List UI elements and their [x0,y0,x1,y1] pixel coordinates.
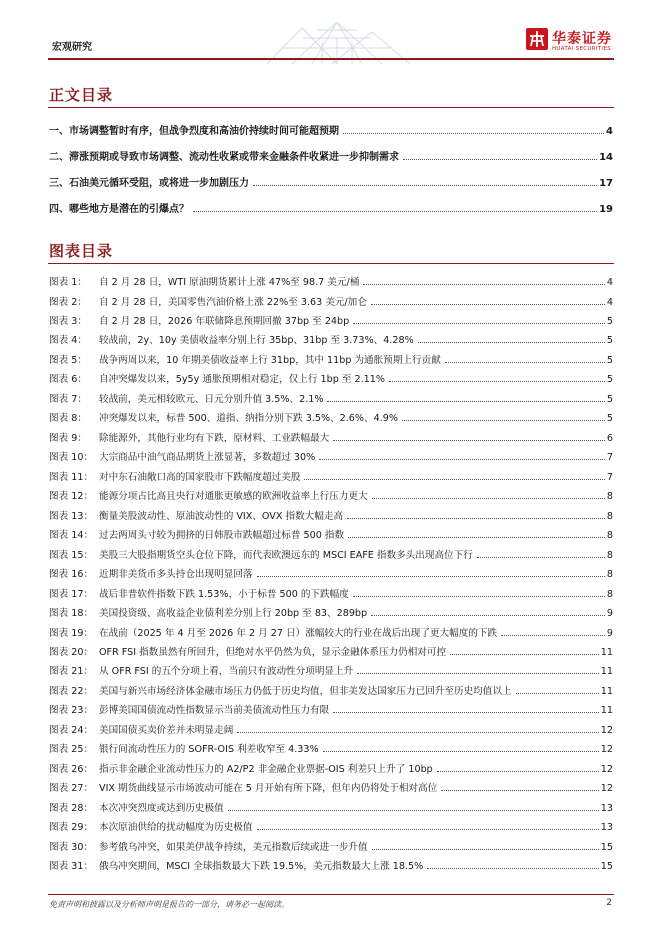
figure-entry-text: 除能源外，其他行业均有下跌，原材料、工业跌幅最大 [99,432,330,444]
toc-entry-page: 14 [599,152,613,163]
figure-entry[interactable] [49,468,613,483]
leader-dots [253,184,597,186]
figure-entry-page: 11 [600,685,613,697]
toc-entry-text: 一、市场调整暂时有序，但战争烈度和高油价持续时间可能超预期 [49,126,339,137]
figure-entry-page: 13 [600,802,613,814]
figure-entry-number: 图表 18： [49,608,94,619]
toc-entry-text: 四、哪些地方是潜在的引爆点？ [49,204,189,215]
figure-entry-number: 图表 11： [49,471,94,483]
leader-dots [501,634,605,636]
figure-entry-page: 7 [606,471,613,483]
figure-entry-number: 图表 25： [49,744,94,756]
figure-entry[interactable] [49,624,613,639]
toc-entry-text: 三、石油美元循环受阻，或将进一步加剧压力 [49,178,249,189]
figure-entry-text: 较战前，2y、10y 美债收益率分别上行 35bp、31bp 至 3.73%、4.28% [99,335,414,347]
figure-entry[interactable] [49,429,613,444]
leader-dots [371,614,605,616]
figure-entry-number: 图表 4： [49,335,87,347]
figure-entry-page: 5 [606,374,613,386]
figure-entry-number: 图表 8： [49,413,87,425]
leader-dots [228,809,599,811]
figure-entry-number: 图表 12： [49,491,94,503]
figure-entry-text: 美国国债买卖价差并未明显走阔 [99,724,234,736]
leader-dots [353,595,605,597]
figure-entry-number: 图表 27： [49,783,94,795]
huatai-logo-icon [526,28,548,50]
leader-dots [445,361,605,363]
figure-entry[interactable] [49,526,613,541]
figure-entry[interactable] [49,682,613,697]
figure-entry-number: 图表 29： [49,822,94,834]
figure-entry-number: 图表 14： [49,530,94,542]
leader-dots [319,458,605,460]
figure-entry-number: 图表 28： [49,802,94,814]
leader-dots [193,210,597,212]
figure-entry-text: 银行间流动性压力的 SOFR-OIS 利差收窄至 4.33% [99,744,319,756]
figure-entry[interactable] [49,370,613,385]
figure-entry-number: 图表 13： [49,510,94,522]
toc-entry[interactable] [49,147,613,163]
leader-dots [357,672,599,674]
figure-entry-page: 7 [606,452,613,464]
figure-entry-number: 图表 31： [49,861,94,873]
figure-entry-page: 11 [600,666,613,678]
figure-entry-text: 对中东石油敞口高的国家股市下跌幅度超过美股 [99,471,301,483]
figure-entry-page: 8 [606,530,613,542]
figure-entry-text: 自 2 月 28 日，WTI 原油期货累计上涨 47%至 98.7 美元/桶 [99,277,360,288]
figure-entry[interactable] [49,448,613,463]
leader-dots [402,419,605,421]
figure-entry-number: 图表 2： [49,296,87,308]
figure-entry-number: 图表 10： [49,452,94,464]
leader-dots [363,283,605,285]
leader-dots [403,158,597,160]
figure-entry-number: 图表 6： [49,374,87,386]
figure-entry[interactable] [49,721,613,736]
figure-entry[interactable] [49,487,613,502]
figure-entry[interactable] [49,838,613,853]
figure-entry[interactable] [49,760,613,775]
toc-title-divider [48,107,614,108]
figure-entry-page: 9 [606,627,613,639]
toc-entry-page: 19 [599,204,613,215]
leader-dots [333,439,605,441]
huatai-logo [526,28,622,56]
figure-entry-text: 自冲突爆发以来，5y5y 通胀预期相对稳定，仅上行 1bp 至 2.11% [99,374,385,386]
figure-entry[interactable] [49,409,613,424]
figure-entry-page: 8 [606,510,613,522]
figure-entry-text: 战争两周以来，10 年期美债收益率上行 31bp，其中 11bp 为通胀预期上行贡献 [99,354,441,366]
figure-entry-text: 美国与新兴市场经济体金融市场压力仍低于历史均值，但非美发达国家压力已回升至历史均值以上 [99,685,512,697]
figure-entry-number: 图表 3： [49,315,87,327]
figure-entry-page: 5 [606,335,613,347]
figure-entry[interactable] [49,273,613,288]
figure-entry[interactable] [49,585,613,600]
figure-entry-page: 11 [600,646,613,658]
toc-entry[interactable] [49,121,613,137]
figure-entry-text: 美国投资级、高收益企业债利差分别上行 20bp 至 83、289bp [99,608,368,619]
toc-entry[interactable] [49,173,613,189]
brand-name-cn: 华泰证券 [552,31,612,47]
figure-entry-page: 5 [606,413,613,425]
figure-entry[interactable] [49,331,613,346]
figure-entry-text: 冲突爆发以来，标普 500、道指、纳指分别下跌 3.5%、2.6%、4.9% [99,413,398,425]
leader-dots [372,497,605,499]
figure-entry-page: 9 [606,608,613,619]
leader-dots [343,132,604,134]
leader-dots [327,400,604,402]
figure-entry[interactable] [49,799,613,814]
figure-entry-number: 图表 16： [49,569,94,580]
figure-entry-text: 能源分项占比高且央行对通胀更敏感的欧洲收益率上行压力更大 [99,491,368,503]
figure-entry-page: 11 [600,705,613,717]
figure-entry-page: 5 [606,315,613,327]
figure-entry-page: 8 [606,569,613,580]
figure-entry-number: 图表 19： [49,627,94,639]
page-number: 2 [606,898,612,908]
leader-dots [516,692,599,694]
leader-dots [257,828,599,830]
leader-dots [347,517,605,519]
leader-dots [371,303,605,305]
figure-entry-number: 图表 22： [49,685,94,697]
figure-entry[interactable] [49,546,613,561]
figure-entry-page: 8 [606,491,613,503]
toc-entry-text: 二、滞涨预期或导致市场调整、流动性收紧或带来金融条件收紧进一步抑制需求 [49,152,399,163]
header-divider [48,58,614,60]
report-category: 宏观研究 [52,42,92,53]
figure-entry[interactable] [49,565,613,580]
figure-entry[interactable] [49,740,613,755]
figure-entry-page: 6 [606,432,613,444]
leader-dots [372,848,599,850]
leader-dots [450,653,599,655]
figure-entry-number: 图表 7： [49,393,87,405]
figure-entry-text: 较战前，美元相较欧元、日元分别升值 3.5%、2.1% [99,393,324,405]
toc-entry-page: 4 [606,126,613,137]
figure-entry[interactable] [49,390,613,405]
figure-entry-text: 俄乌冲突期间，MSCI 全球指数最大下跌 19.5%，美元指数最大上涨 18.5% [99,861,424,873]
figure-entry-number: 图表 5： [49,354,87,366]
leader-dots [353,322,605,324]
leader-dots [257,575,605,577]
leader-dots [333,711,599,713]
leader-dots [348,536,605,538]
figure-entry-text: 衡量美股波动性、原油波动性的 VIX、OVX 指数大幅走高 [99,510,344,522]
figure-entry-page: 12 [600,724,613,736]
figure-list-title-divider [48,263,614,264]
figure-entry-page: 12 [600,783,613,795]
figure-entry-page: 4 [606,277,613,288]
figure-entry-number: 图表 1： [49,277,87,288]
figure-entry-number: 图表 15： [49,549,94,561]
leader-dots [418,341,605,343]
leader-dots [323,750,599,752]
leader-dots [477,556,605,558]
figure-entry-text: 彭博美国国债流动性指数显示当前美债流动性压力有限 [99,705,330,717]
footer-disclaimer: 免责声明和披露以及分析师声明是报告的一部分，请务必一起阅读。 [49,900,289,909]
figure-entry[interactable] [49,779,613,794]
figure-entry-text: 从 OFR FSI 的五个分项上看，当前只有波动性分项明显上升 [99,666,354,678]
figure-entry[interactable] [49,857,613,872]
toc-title: 正文目录 [49,86,114,104]
figure-entry[interactable] [49,818,613,833]
leader-dots [237,731,598,733]
figure-entry-number: 图表 17： [49,588,94,600]
figure-entry-text: 战后非普软件指数下跌 1.53%，小于标普 500 的下跌幅度 [99,588,349,600]
figure-entry[interactable] [49,662,613,677]
figure-entry-text: 过去两周头寸较为拥挤的日韩股市跌幅超过标普 500 指数 [99,530,345,542]
figure-entry-number: 图表 20： [49,646,94,658]
leader-dots [304,478,604,480]
figure-entry-page: 4 [606,296,613,308]
leader-dots [441,789,599,791]
figure-entry-number: 图表 26： [49,763,94,775]
figure-entry-number: 图表 9： [49,432,87,444]
figure-entry[interactable] [49,507,613,522]
figure-entry-page: 15 [600,861,613,873]
figure-entry-page: 12 [600,744,613,756]
figure-entry-number: 图表 23： [49,705,94,717]
leader-dots [427,867,599,869]
figure-entry-page: 8 [606,588,613,600]
toc-entry-page: 17 [599,178,613,189]
figure-entry-page: 12 [600,763,613,775]
figure-entry-text: 大宗商品中油气商品期货上涨显著，多数超过 30% [99,452,316,464]
figure-entry-text: OFR FSI 指数虽然有所回升，但绝对水平仍然为负，显示金融体系压力仍相对可控 [99,646,447,658]
brand-name-en: HUATAI SECURITIES [552,46,611,52]
figure-list-title: 图表目录 [49,242,114,260]
figure-entry[interactable] [49,312,613,327]
leader-dots [389,380,605,382]
figure-entry-page: 5 [606,354,613,366]
figure-entry[interactable] [49,643,613,658]
leader-dots [437,770,599,772]
figure-entry-text: 在战前（2025 年 4 月至 2026 年 2 月 27 日）涨幅较大的行业在战后出现了更大幅度的下跌 [99,627,498,639]
figure-entry[interactable] [49,293,613,308]
figure-entry-page: 13 [600,822,613,834]
figure-entry[interactable] [49,604,613,619]
figure-entry-text: 本次冲突烈度或达到历史极值 [99,802,224,814]
figure-entry-number: 图表 21： [49,666,94,678]
figure-entry-text: 自 2 月 28 日，美国零售汽油价格上涨 22%至 3.63 美元/加仑 [99,296,367,308]
figure-entry-text: 近期非美货币多头持仓出现明显回落 [99,569,253,580]
figure-entry-page: 15 [600,841,613,853]
figure-entry-text: VIX 期货曲线显示市场波动可能在 5 月开始有所下降，但年内仍将处于相对高位 [99,783,438,795]
figure-entry[interactable] [49,351,613,366]
figure-entry-text: 美股三大股指期货空头仓位下降，而代表欧澳远东的 MSCI EAFE 指数多头出现高位下行 [99,549,473,561]
figure-entry-number: 图表 24： [49,724,94,736]
figure-entry-page: 8 [606,549,613,561]
figure-entry-text: 指示非金融企业流动性压力的 A2/P2 非金融企业票据-OIS 利差只上升了 10bp [99,763,433,775]
figure-entry-text: 自 2 月 28 日，2026 年联储降息预期回撤 37bp 至 24bp [99,315,350,327]
figure-entry-number: 图表 30： [49,841,94,853]
toc-entry[interactable] [49,199,613,215]
figure-entry-page: 5 [606,393,613,405]
footer-divider [48,894,614,895]
figure-entry-text: 参考俄乌冲突，如果美伊战争持续，美元指数后续或进一步升值 [99,841,368,853]
figure-entry[interactable] [49,701,613,716]
figure-entry-text: 本次原油供给的扰动幅度为历史极值 [99,822,253,834]
